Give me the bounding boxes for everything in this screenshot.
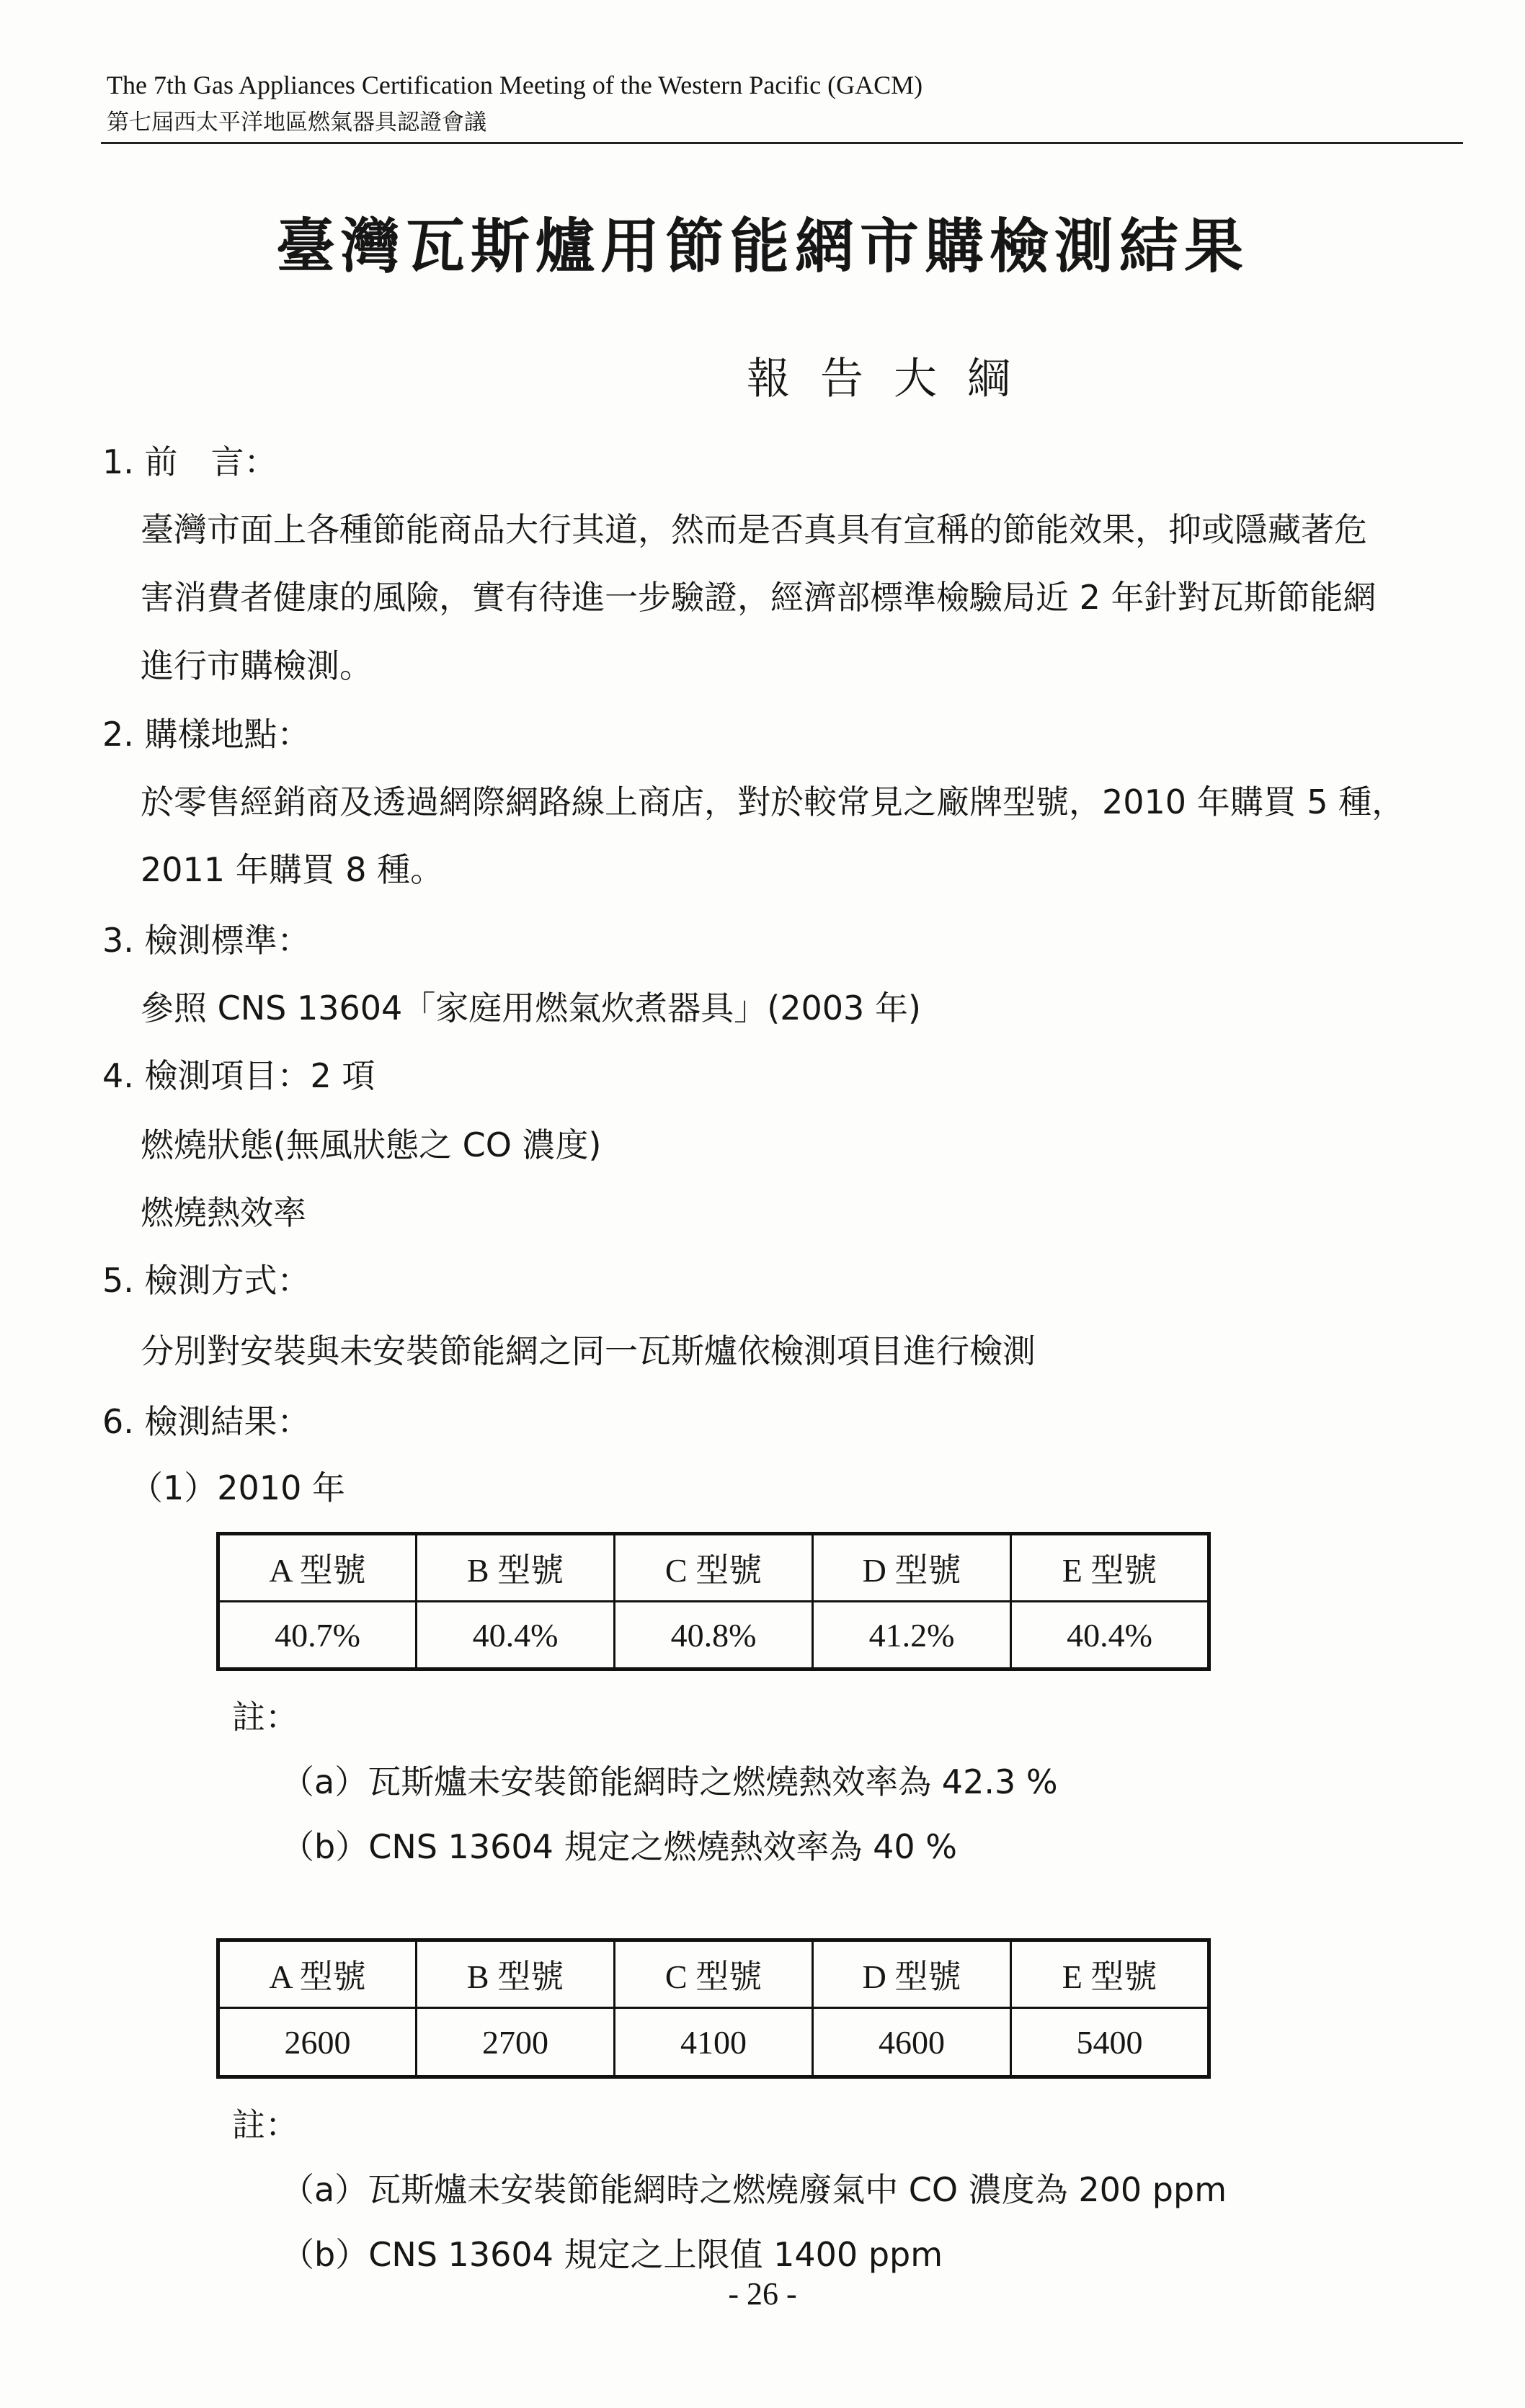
table-cell: 2600 xyxy=(218,2008,417,2077)
results-year-label: （1）2010 年 xyxy=(130,1468,345,1507)
efficiency-table xyxy=(216,1532,1211,1671)
intro-line: 進行市購檢測。 xyxy=(141,646,373,685)
table-header-cell: C 型號 xyxy=(615,1534,813,1602)
table-cell: 40.7% xyxy=(218,1602,417,1669)
page-subtitle: 報告大綱 xyxy=(747,354,1041,404)
purchase-line: 2011 年購買 8 種。 xyxy=(141,850,444,889)
table-header-cell: B 型號 xyxy=(417,1534,615,1602)
intro-line: 臺灣市面上各種節能商品大行其道，然而是否真具有宣稱的節能效果，抑或隱藏著危 xyxy=(141,510,1367,549)
table-header-cell: D 型號 xyxy=(813,1940,1011,2008)
items-line: 燃燒狀態(無風狀態之 CO 濃度) xyxy=(141,1125,602,1164)
standard-line: 參照 CNS 13604「家庭用燃氣炊煮器具」(2003 年) xyxy=(141,989,921,1027)
page-title: 臺灣瓦斯爐用節能網市購檢測結果 xyxy=(275,212,1249,281)
table-cell: 40.4% xyxy=(1011,1602,1209,1669)
note-label: 註： xyxy=(232,2105,298,2144)
method-line: 分別對安裝與未安裝節能網之同一瓦斯爐依檢測項目進行檢測 xyxy=(141,1332,1036,1370)
note-item: （a）瓦斯爐未安裝節能網時之燃燒熱效率為 42.3 % xyxy=(281,1762,1058,1801)
table-header-cell: A 型號 xyxy=(218,1534,417,1602)
note-label: 註： xyxy=(232,1698,298,1736)
page-number: - 26 - xyxy=(728,2276,797,2311)
table-cell: 4600 xyxy=(813,2008,1011,2077)
section-heading-purchase: 2. 購樣地點： xyxy=(102,715,311,754)
table-header-cell: E 型號 xyxy=(1011,1940,1209,2008)
table-header-cell: C 型號 xyxy=(615,1940,813,2008)
table-cell: 40.4% xyxy=(417,1602,615,1669)
table-header-cell: B 型號 xyxy=(417,1940,615,2008)
header-english: The 7th Gas Appliances Certification Meeting of the Western Pacific (GACM) xyxy=(107,71,923,99)
table-cell: 41.2% xyxy=(813,1602,1011,1669)
table-cell: 2700 xyxy=(417,2008,615,2077)
note-item: （b）CNS 13604 規定之燃燒熱效率為 40 % xyxy=(281,1827,957,1866)
table-header-row xyxy=(218,1940,1209,2008)
section-heading-results: 6. 檢測結果： xyxy=(102,1402,311,1441)
table-cell: 40.8% xyxy=(615,1602,813,1669)
section-heading-items: 4. 檢測項目：2 項 xyxy=(102,1056,375,1095)
header-chinese: 第七屆西太平洋地區燃氣器具認證會議 xyxy=(107,110,486,135)
section-heading-standard: 3. 檢測標準： xyxy=(102,921,311,960)
table-header-cell: E 型號 xyxy=(1011,1534,1209,1602)
table-row xyxy=(218,1602,1209,1669)
table-header-cell: D 型號 xyxy=(813,1534,1011,1602)
note-item: （a）瓦斯爐未安裝節能網時之燃燒廢氣中 CO 濃度為 200 ppm xyxy=(281,2170,1227,2209)
section-heading-method: 5. 檢測方式： xyxy=(102,1261,311,1300)
header-rule xyxy=(101,142,1463,144)
purchase-line: 於零售經銷商及透過網際網路線上商店，對於較常見之廠牌型號，2010 年購買 5 種， xyxy=(141,782,1405,821)
section-heading-intro: 1. 前 言： xyxy=(102,442,277,481)
co-concentration-table xyxy=(216,1938,1211,2079)
table-header-cell: A 型號 xyxy=(218,1940,417,2008)
table-header-row xyxy=(218,1534,1209,1602)
table-cell: 4100 xyxy=(615,2008,813,2077)
note-item: （b）CNS 13604 規定之上限值 1400 ppm xyxy=(281,2235,943,2274)
table-row xyxy=(218,2008,1209,2077)
items-line: 燃燒熱效率 xyxy=(141,1193,306,1232)
table-cell: 5400 xyxy=(1011,2008,1209,2077)
intro-line: 害消費者健康的風險，實有待進一步驗證，經濟部標準檢驗局近 2 年針對瓦斯節能網 xyxy=(141,578,1377,617)
